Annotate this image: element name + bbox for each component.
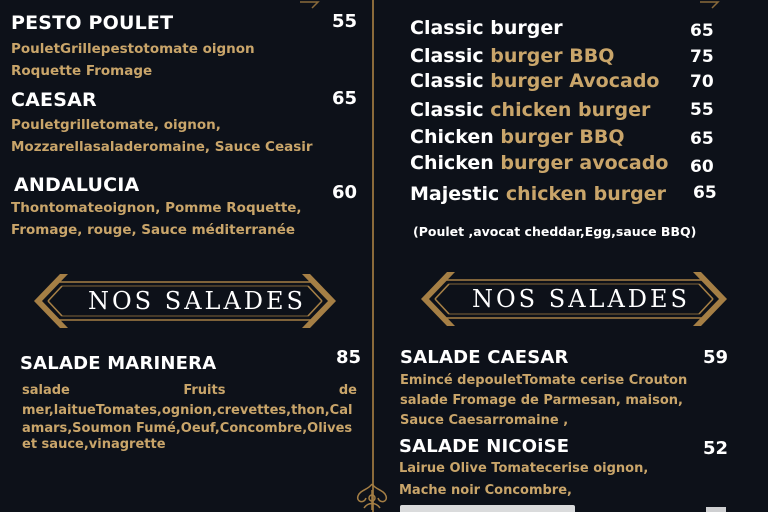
- burger-name: Classic: [410, 70, 491, 92]
- burger-name-accent: burger BBQ: [500, 126, 625, 148]
- salad-desc-caesar: [400, 371, 687, 431]
- cut-off-next-item: [400, 505, 575, 512]
- desc-line: et sauce,vinagrette: [22, 437, 166, 452]
- desc-word: salade: [22, 383, 70, 398]
- salad-desc-nicoise: [399, 459, 648, 501]
- column-divider: [372, 0, 374, 512]
- burger-name: Chicken: [410, 126, 501, 148]
- desc-line: Roquette Fromage: [11, 63, 153, 79]
- burger-name-accent: burger avocado: [500, 152, 669, 174]
- burger-name-accent: burger BBQ: [490, 45, 615, 67]
- desc-word: Fruits: [183, 383, 226, 398]
- burger-name: Classic: [410, 45, 491, 67]
- salad-price-nicoise: 52: [703, 438, 729, 459]
- burger-price: 55: [690, 100, 714, 120]
- burger-item: [410, 126, 625, 148]
- desc-line: Pouletgrilletomate, oignon,: [11, 117, 221, 133]
- burger-name-accent: chicken burger: [505, 183, 666, 205]
- desc-line: Emincé depouletTomate cerise Crouton: [400, 373, 688, 388]
- salad-title-caesar: SALADE CAESAR: [400, 347, 569, 368]
- salad-price-marinera: 85: [336, 347, 362, 368]
- top-ornament-left: [300, 0, 320, 10]
- cut-off-text-mark: [400, 505, 575, 512]
- burger-price: 65: [690, 129, 714, 149]
- item-price-caesar: 65: [332, 88, 358, 109]
- cut-off-price-mark: [706, 507, 726, 512]
- item-desc-caesar: [11, 114, 313, 158]
- burger-name-accent: chicken burger: [490, 99, 651, 121]
- item-title-andalucia: ANDALUCIA: [14, 174, 140, 196]
- burger-item: [410, 70, 659, 92]
- desc-line: Sauce Caesarromaine ,: [400, 413, 569, 428]
- burger-item: [410, 17, 563, 39]
- item-desc-pesto-poulet: [11, 38, 255, 82]
- burger-item: [410, 152, 668, 174]
- burger-name: Classic burger: [410, 17, 563, 39]
- item-price-pesto-poulet: 55: [332, 11, 358, 32]
- top-ornament-right: [700, 0, 720, 10]
- banner-title-right: NOS SALADES: [472, 285, 690, 313]
- burger-note: (Poulet ,avocat cheddar,Egg,sauce BBQ): [413, 224, 697, 239]
- salad-title-marinera: SALADE MARINERA: [20, 353, 217, 374]
- burger-item: [410, 183, 666, 205]
- desc-line: mer,laituеTomates,ognion,crevettes,thon,Cal: [22, 403, 353, 418]
- desc-line: salade Fromage de Parmesan, maison,: [400, 393, 683, 408]
- burger-name: Majestic: [410, 183, 506, 205]
- burger-price: 70: [690, 72, 714, 92]
- burger-item: [410, 99, 650, 121]
- item-title-pesto-poulet: PESTO POULET: [11, 12, 174, 34]
- desc-line: amars,Soumon Fumé,Oeuf,Concombre,Olives: [22, 421, 353, 436]
- desc-line: Lairue Olive Tomatecerise oignon,: [399, 461, 649, 476]
- desc-line: PouletGrillepestotomate oignon: [11, 41, 255, 57]
- salad-title-nicoise: SALADE NICOiSE: [399, 436, 570, 457]
- salad-price-caesar: 59: [703, 347, 729, 368]
- burger-price: 60: [690, 157, 714, 177]
- desc-line: [22, 381, 357, 401]
- item-price-andalucia: 60: [332, 182, 358, 203]
- banner-title-left: NOS SALADES: [88, 287, 306, 315]
- desc-line: Thontomateoignon, Pomme Roquette,: [11, 200, 302, 216]
- burger-price: 65: [690, 21, 714, 41]
- desc-word: de: [338, 383, 357, 398]
- item-desc-andalucia: [11, 197, 302, 241]
- burger-price: 65: [693, 183, 717, 203]
- burger-name-accent: burger Avocado: [490, 70, 660, 92]
- item-title-caesar: CAESAR: [11, 89, 97, 111]
- burger-price: 75: [690, 47, 714, 67]
- burger-name: Classic: [410, 99, 491, 121]
- salad-desc-marinera: [22, 381, 357, 453]
- flourish-ornament-icon: [350, 480, 394, 512]
- desc-line: Mozzarellasaladeromaine, Sauce Ceasir: [11, 139, 313, 155]
- desc-line: Fromage, rouge, Sauce méditerranée: [11, 222, 296, 238]
- burger-name: Chicken: [410, 152, 501, 174]
- desc-line: Mache noir Concombre,: [399, 483, 572, 498]
- burger-item: [410, 45, 614, 67]
